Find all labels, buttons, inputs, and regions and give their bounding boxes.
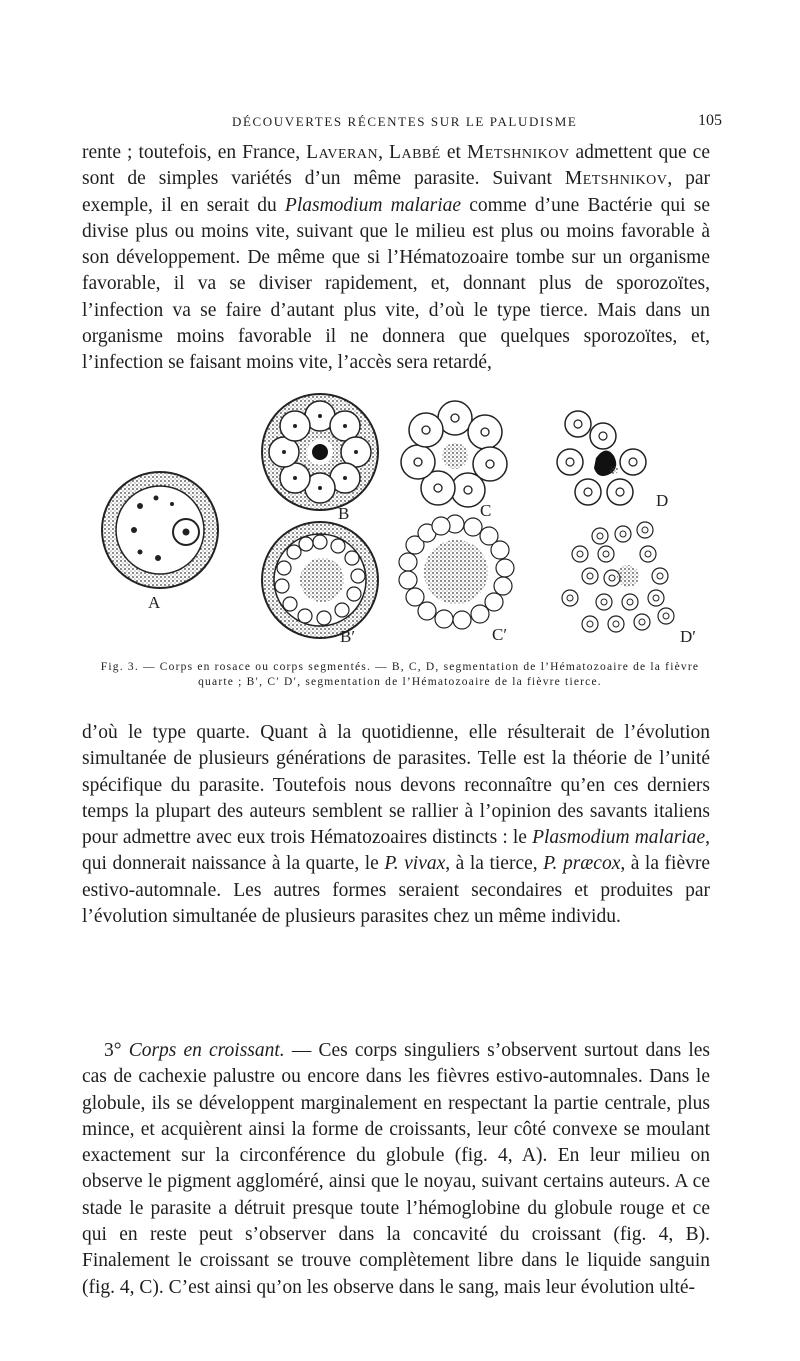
author-name: Metshnikov	[467, 142, 570, 163]
figure-label-d: D	[656, 491, 669, 510]
species-name: P. præcox	[543, 853, 621, 875]
text-run: et	[440, 142, 467, 163]
species-name: P. vivax	[384, 853, 446, 875]
paragraph-three-parasites	[82, 720, 710, 930]
text-run: admettent que ce sont de simples variétés d’un même parasite. Suivant	[82, 142, 710, 190]
section-heading: Corps en croissant.	[128, 1040, 285, 1061]
figure-caption: Fig. 3. — Corps en rosace ou corps segmentés. — B, C, D, segmentation de l’Hématozoaire de la fièvre quarte ; B′, C′ D′, segmentation de l’Hématozoaire de la fièvre tierce.	[100, 661, 700, 688]
figure-label-b-prime: B′	[340, 627, 356, 646]
cell-b	[262, 394, 378, 510]
figure-label-a: A	[148, 593, 161, 612]
cell-d	[557, 411, 646, 505]
section-number: 3°	[104, 1040, 129, 1061]
page-number: 105	[698, 112, 722, 129]
figure-illustration	[100, 380, 720, 660]
text-run: — Ces corps singuliers s’observent surtout dans les cas de cachexie palustre ou encore dans les fièvres estivo-automnales. Dans le globule, ils se développent marginalement en respectant la partie centrale, plus mince, et acquièrent ainsi la forme de croissants, leur côté convexe se moulant exactement sur la circonférence du globule (fig. 4, A). En leur milieu on observe le pigment aggloméré, ainsi que le noyau, suivant certains auteurs. A ce stade le parasite a détruit presque toute l’hémoglobine du globule rouge et ce qui en reste peut s’observer dans la concavité du croissant (fig. 4, B). Finalement le croissant se trouve complètement libre dans le liquide sanguin (fig. 4, C). C’est ainsi qu’on les observe dans le sang, mais leur évolution ulté-	[82, 1040, 710, 1298]
text-run: , qui donnerait naissance à la quarte, le	[82, 827, 710, 875]
figure-label-c-prime: C′	[492, 625, 508, 644]
figure-label-d-prime: D′	[680, 627, 696, 646]
cell-c	[401, 401, 507, 507]
author-name: Metshnikov	[564, 168, 668, 190]
text-run: d’où le type quarte. Quant à la quotidienne, elle résulterait de l’évolution simultanée de plusieurs générations de parasites. Telle est la théorie de l’unité spécifique du parasite. Toutefois nous devons reconnaître qu’en ces derniers temps la plupart des auteurs semblent se rallier à l’opinion des savants italiens pour admettre avec eux trois Hématozoaires distincts : le	[82, 722, 710, 849]
figure-label-b: B	[338, 504, 350, 523]
cell-c-prime	[399, 515, 514, 629]
text-run: , par exemple, il en serait du	[82, 168, 710, 216]
text-run: , à la tierce,	[445, 853, 544, 875]
figure-segmentation	[100, 380, 720, 660]
cell-d-prime	[562, 522, 674, 632]
author-name: Laveran	[306, 142, 379, 163]
running-header	[82, 108, 722, 134]
text-run: , à la fièvre estivo-automnale. Les autres formes seraient secondaires et produites par l’évolution simultanée de plusieurs parasites chez un même individu.	[82, 853, 710, 928]
text-run: rente ; toutefois, en France,	[82, 142, 307, 163]
cell-b-prime	[262, 522, 378, 638]
species-name: Plasmodium malariae	[532, 827, 706, 849]
figure-label-c: C	[480, 501, 492, 520]
running-title: DÉCOUVERTES RÉCENTES SUR LE PALUDISME	[232, 114, 578, 129]
paragraph-unity-theory	[82, 140, 710, 377]
author-name: Labbé	[389, 142, 441, 163]
paragraph-crescent-bodies	[82, 1038, 710, 1301]
species-name: Plasmodium malariae	[284, 194, 462, 216]
text-run: ,	[378, 142, 390, 163]
text-run: comme d’une Bactérie qui se divise plus ou moins vite, suivant que le milieu est plus ou moins favorable à son développement. De même que si l’Hématozoaire tombe sur un organisme favorable, il va se diviser rapidement, et, donnant plus de sporozoïtes, l’infection va se faire d’autant plus vite, d’où le type tierce. Mais dans un organisme moins favorable il ne donnera que quelques sporozoïtes, et, l’infection se faisant moins vite, l’accès sera retardé,	[82, 194, 710, 374]
cell-a	[102, 472, 218, 588]
